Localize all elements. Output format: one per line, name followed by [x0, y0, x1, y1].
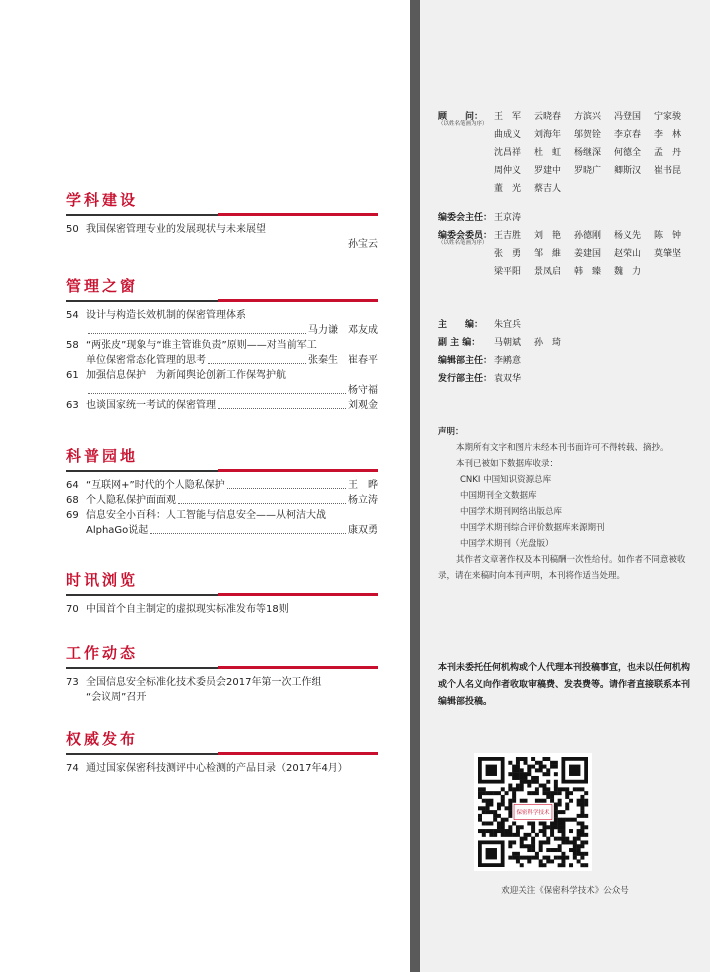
qr-caption: 欢迎关注《保密科学技术》公众号 [501, 886, 629, 896]
person-name: 魏 力 [614, 267, 642, 277]
person-name: 卿斯汉 [614, 166, 642, 176]
toc-entry[interactable] [66, 602, 378, 617]
page-number: 63 [66, 400, 79, 411]
section-title: 时讯浏览 [66, 571, 139, 589]
entry-title: 中国首个自主制定的虚拟现实标准发布等18则 [86, 604, 289, 615]
deputy-editor-label: 副 主 编： [438, 338, 481, 348]
leader-dots [88, 323, 306, 334]
database-item: 中国期刊全文数据库 [460, 491, 537, 501]
entry-author: 杨守福 [348, 385, 378, 396]
person-name: 罗晓广 [574, 166, 602, 176]
office-director-label: 编辑部主任： [438, 356, 493, 366]
person-name: 沈昌祥 [494, 148, 522, 158]
person-name: 袁双华 [494, 374, 522, 384]
board-director-label: 编委会主任： [438, 213, 493, 223]
leader-dots [208, 353, 306, 364]
person-name: 刘海年 [534, 130, 562, 140]
person-name: 李京春 [614, 130, 642, 140]
entry-author: 马力谦 邓友成 [308, 325, 378, 336]
person-name: 蔡吉人 [534, 184, 562, 194]
page-number: 70 [66, 604, 79, 615]
toc-entry[interactable] [66, 368, 378, 398]
person-name: 刘 艳 [534, 231, 562, 241]
person-name: 周仲义 [494, 166, 522, 176]
advisors-list [494, 108, 694, 198]
person-name: 景凤启 [534, 267, 562, 277]
page-number: 64 [66, 480, 79, 491]
section-rule [66, 300, 378, 302]
section-rule [66, 753, 378, 755]
page-number: 50 [66, 224, 79, 235]
notice-paragraph-3: 其作者文章著作权及本刊稿酬一次性给付。如作者不同意被收录，请在来稿时向本刊声明，本刊将作适当处理。 [438, 555, 686, 581]
entry-title: 全国信息安全标准化技术委员会2017年第一次工作组 [86, 677, 322, 688]
toc-entry[interactable] [66, 761, 378, 776]
masthead-editors [438, 316, 694, 388]
person-name: 孙 琦 [534, 338, 562, 348]
toc-section [66, 643, 378, 705]
person-name: 王京涛 [494, 213, 522, 223]
toc-entry[interactable] [66, 493, 378, 508]
person-name: 张 勇 [494, 249, 522, 259]
person-name: 崔书昆 [654, 166, 682, 176]
distribution-director-label: 发行部主任： [438, 374, 493, 384]
entry-title: 我国保密管理专业的发展现状与未来展望 [86, 224, 266, 235]
section-title: 工作动态 [66, 644, 139, 662]
person-name: 冯登国 [614, 112, 642, 122]
person-name: 何德全 [614, 148, 642, 158]
entry-title: 加强信息保护 为新闻舆论创新工作保驾护航 [86, 370, 286, 381]
board-members-note: （以姓名笔画为序） [438, 240, 488, 246]
section-title: 科普园地 [66, 447, 139, 465]
page-number: 54 [66, 310, 79, 321]
person-name: 李鹇意 [494, 356, 522, 366]
submission-warning: 本刊未委托任何机构或个人代理本刊投稿事宜，也未以任何机构或个人名义向作者收取审稿费、发表费等。请作者直接联系本刊编辑部投稿。 [438, 663, 691, 707]
toc-entry[interactable] [66, 338, 378, 368]
person-name: 李 林 [654, 130, 682, 140]
distribution-director-name [494, 370, 694, 388]
page-number: 58 [66, 340, 79, 351]
masthead-advisors [438, 108, 694, 198]
leader-dots [218, 398, 346, 409]
person-name: 陈 钟 [654, 231, 682, 241]
leader-dots [178, 493, 346, 504]
copyright-notice [438, 424, 688, 584]
entry-author: 孙宝云 [348, 239, 378, 250]
section-rule [66, 667, 378, 669]
person-name: 杜 虹 [534, 148, 562, 158]
entry-author: 刘观金 [348, 400, 378, 411]
board-director-name [494, 209, 694, 227]
database-item: 中国学术期刊网络出版总库 [460, 507, 563, 517]
editor-label: 主 编： [438, 320, 484, 330]
person-name: 邹 維 [534, 249, 562, 259]
person-name: 云晓春 [534, 112, 562, 122]
person-name: 罗建中 [534, 166, 562, 176]
person-name: 王 军 [494, 112, 522, 122]
office-director-name [494, 352, 694, 370]
toc-entry[interactable] [66, 508, 378, 538]
entry-author: 康双勇 [348, 525, 378, 536]
page-number: 68 [66, 495, 79, 506]
qr-code[interactable] [474, 753, 592, 871]
person-name: 王吉胜 [494, 231, 522, 241]
leader-dots [227, 478, 346, 489]
person-name: 曲成义 [494, 130, 522, 140]
entry-title: “两张皮”现象与“谁主管谁负责”原则——对当前军工 [86, 340, 317, 351]
section-rule [66, 470, 378, 472]
person-name: 姜建国 [574, 249, 602, 259]
page-number: 74 [66, 763, 79, 774]
person-name: 马朝斌 [494, 338, 522, 348]
leader-dots [150, 523, 346, 534]
entry-author: 王 晔 [348, 480, 378, 491]
toc-section [66, 190, 378, 252]
toc-entry[interactable] [66, 308, 378, 338]
section-title: 学科建设 [66, 191, 139, 209]
section-rule [66, 594, 378, 596]
entry-title: 通过国家保密科技测评中心检测的产品目录（2017年4月） [86, 763, 348, 774]
notice-paragraph-2: 本刊已被如下数据库收录： [456, 459, 559, 469]
qr-code-icon [474, 753, 592, 871]
person-name: 莫肇坚 [654, 249, 682, 259]
page-number: 61 [66, 370, 79, 381]
deputy-editor-names [494, 334, 694, 352]
masthead-board-members [438, 227, 694, 281]
page-number: 69 [66, 510, 79, 521]
person-name: 孟 丹 [654, 148, 682, 158]
toc-section [66, 276, 378, 413]
entry-author: 杨立涛 [348, 495, 378, 506]
entry-title: 单位保密常态化管理的思考 [86, 355, 206, 366]
editor-name [494, 316, 694, 334]
person-name: 韩 臻 [574, 267, 602, 277]
entry-title: AlphaGo说起 [86, 525, 149, 536]
toc-section [66, 729, 378, 776]
toc-section [66, 446, 378, 538]
advisors-label: 顾 问： [438, 112, 484, 122]
section-rule [66, 214, 378, 216]
masthead-board-director [438, 209, 694, 227]
entry-title: “互联网+”时代的个人隐私保护 [86, 480, 225, 491]
entry-title: 信息安全小百科：人工智能与信息安全——从柯洁大战 [86, 510, 326, 521]
toc-entry[interactable] [66, 675, 378, 705]
person-name: 孙德刚 [574, 231, 602, 241]
person-name: 邬贺铨 [574, 130, 602, 140]
person-name: 宁家骏 [654, 112, 682, 122]
entry-author: 张秦生 崔春平 [308, 355, 378, 366]
person-name: 杨义先 [614, 231, 642, 241]
person-name: 方滨兴 [574, 112, 602, 122]
person-name: 赵荣山 [614, 249, 642, 259]
page-divider [410, 0, 420, 972]
toc-entry[interactable] [66, 222, 378, 252]
board-members-list [494, 227, 694, 281]
database-item: 中国学术期刊（光盘版） [460, 539, 554, 549]
toc-section [66, 570, 378, 617]
section-title: 管理之窗 [66, 277, 139, 295]
person-name: 董 光 [494, 184, 522, 194]
toc-entry[interactable] [66, 398, 378, 413]
qr-center-label: 保密科学技术 [516, 809, 550, 816]
board-members-label: 编委会委员： [438, 231, 493, 241]
entry-title: “会议周”召开 [86, 692, 147, 703]
entry-title: 也谈国家统一考试的保密管理 [86, 400, 216, 411]
page-number: 73 [66, 677, 79, 688]
person-name: 杨继深 [574, 148, 602, 158]
entry-title: 个人隐私保护面面观 [86, 495, 176, 506]
person-name: 朱宜兵 [494, 320, 522, 330]
notice-paragraph-1: 本期所有文字和图片未经本刊书面许可不得转载、摘抄。 [456, 443, 669, 453]
person-name: 梁平阳 [494, 267, 522, 277]
notice-title: 声明： [438, 427, 464, 437]
toc-entry[interactable] [66, 478, 378, 493]
database-item: CNKI 中国知识资源总库 [460, 475, 552, 485]
advisors-note: （以姓名笔画为序） [438, 121, 488, 127]
database-item: 中国学术期刊综合评价数据库来源期刊 [460, 523, 605, 533]
leader-dots [88, 383, 346, 394]
section-title: 权威发布 [66, 730, 139, 748]
entry-title: 设计与构造长效机制的保密管理体系 [86, 310, 246, 321]
